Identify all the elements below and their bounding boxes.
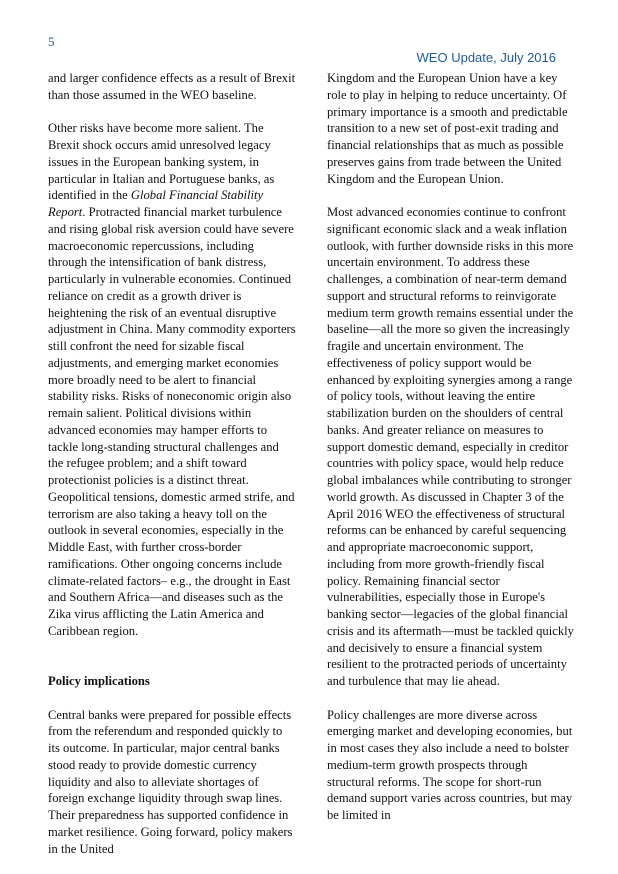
section-heading-policy-implications: Policy implications <box>48 674 150 688</box>
left-column <box>48 70 296 874</box>
right-column <box>327 70 575 841</box>
paragraph-brexit-confidence: and larger confidence effects as a result of Brexit than those assumed in the WEO baseline. <box>48 71 296 102</box>
section-spacer <box>48 656 296 673</box>
page-number: 5 <box>48 34 55 49</box>
paragraph-other-risks-part1: Other risks have become more salient. The Brexit shock occurs amid unresolved legacy issues in the European banking system, in particular in Italian and Portuguese banks, as identified in the <box>48 121 275 203</box>
paragraph-central-banks: Central banks were prepared for possible effects from the referendum and responded quickly to its outcome. In particular, major central banks stood ready to provide domestic currency liquidity and also to alleviate shortages of foreign exchange liquidity through swap lines. Their preparedness has supported confidence in market resilience. Going forward, policy makers in the United <box>48 707 293 856</box>
running-header: WEO Update, July 2016 <box>416 50 556 65</box>
paragraph-advanced-economies: Most advanced economies continue to confront significant economic slack and a weak inflation outlook, with further downside risks in this more uncertain environment. To address these challenges, a combination of near-term demand support and structural reforms to reinvigorate medium term growth remains essential under the baseline—all the more so given the increasingly fragile and uncertain environment. The effectiveness of policy support would be enhanced by exploiting synergies among a range of policy tools, without leaving the entire stabilization burden on the shoulders of central banks. And greater reliance on measures to support domestic demand, especially in creditor countries with policy space, would help reduce global imbalances while contributing to stronger world growth. As discussed in Chapter 3 of the April 2016 WEO the effectiveness of structural reforms can be enhanced by careful sequencing and appropriate macroeconomic support, including from more growth-friendly fiscal policy. Remaining financial sector vulnerabilities, especially those in Europe's banking sector—legacies of the global financial crisis and its aftermath—must be tackled quickly and decisively to ensure a financial system resilient to the protracted periods of uncertainty and turbulence that may lie ahead. <box>327 205 574 688</box>
gfsr-title: Global Financial Stability Report <box>48 188 264 219</box>
paragraph-uk-eu-transition: Kingdom and the European Union have a key role to play in helping to reduce uncertainty. Of primary importance is a smooth and predictable transition to a new set of post-exit trading and financial relationships that as much as possible preserves gains from trade between the United Kingdom and the European Union. <box>327 71 568 186</box>
paragraph-other-risks <box>48 120 296 639</box>
paragraph-other-risks-part2: . Protracted financial market turbulence and rising global risk aversion could have severe macroeconomic repercussions, including through the intensification of bank distress, particularly in vulnerable economies. Continued reliance on credit as a growth driver is heightening the risk of an eventual disruptive adjustment in China. Many commodity exporters still confront the need for sizable fiscal adjustments, and emerging market economies more broadly need to be alert to financial stability risks. Risks of noneconomic origin also remain salient. Political divisions within advanced economies may hamper efforts to tackle long-standing structural challenges and the refugee problem; and a shift toward protectionist policies is a distinct threat. Geopolitical tensions, domestic armed strife, and terrorism are also taking a heavy toll on the outlook in several economies, especially in the Middle East, with further cross-border ramifications. Other ongoing concerns include climate-related factors– e.g., the drought in East and Southern Africa—and diseases such as the Zika virus afflicting the Latin America and Caribbean region. <box>48 205 296 638</box>
paragraph-emerging-markets: Policy challenges are more diverse across emerging market and developing economies, but in most cases they also include a need to bolster medium-term growth prospects through structural reforms. The scope for short-run demand support varies across countries, but may be limited in <box>327 707 573 822</box>
